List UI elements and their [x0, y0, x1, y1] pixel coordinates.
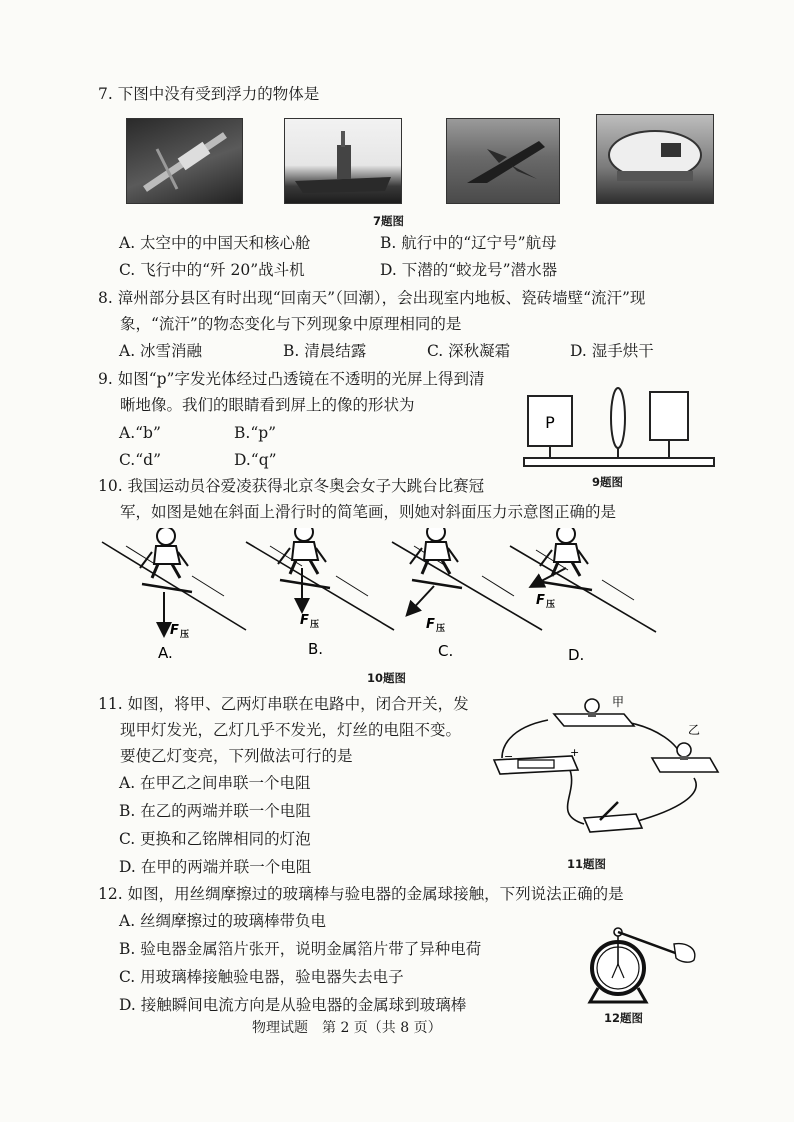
q7-caption: 7题图 [373, 214, 405, 228]
q9-stem-line1: 9. 如图“p”字发光体经过凸透镜在不透明的光屏上得到清 [98, 370, 485, 388]
force-label-c: F [426, 617, 435, 632]
q7-stem: 7. 下图中没有受到浮力的物体是 [98, 85, 320, 103]
q7-option-b[interactable]: B. 航行中的“辽宁号”航母 [380, 234, 557, 252]
force-label-d: F [536, 593, 545, 608]
choice-c-diagram [392, 528, 542, 660]
q10-caption: 10题图 [367, 671, 407, 685]
q11-option-d[interactable]: D. 在甲的两端并联一个电阻 [119, 858, 312, 876]
hand-icon [674, 944, 695, 963]
q8-option-a[interactable]: A. 冰雪消融 [119, 342, 203, 360]
skier-force-figure [96, 528, 712, 680]
battery-icon [518, 760, 554, 768]
convex-lens-icon [611, 388, 625, 448]
switch-base [584, 814, 642, 832]
force-sub-b: 压 [310, 620, 320, 630]
choice-a-label: A. [158, 644, 173, 662]
force-sub-c: 压 [436, 624, 446, 634]
q11-caption: 11题图 [567, 857, 607, 871]
lamp-jia-icon [585, 699, 599, 713]
q11-stem-line1: 11. 如图，将甲、乙两灯串联在电路中，闭合开关，发 [98, 695, 469, 713]
q8-stem-line2: 象，“流汗”的物态变化与下列现象中原理相同的是 [120, 315, 462, 333]
q9-caption: 9题图 [592, 475, 624, 489]
submersible-photo [596, 114, 714, 204]
q8-option-b[interactable]: B. 清晨结露 [283, 342, 367, 360]
battery-minus: − [504, 750, 514, 763]
q11-option-c[interactable]: C. 更换和乙铭牌相同的灯泡 [119, 830, 311, 848]
q7-option-c[interactable]: C. 飞行中的“歼 20”战斗机 [119, 261, 305, 279]
fighter-jet-icon [447, 119, 559, 203]
choice-a-diagram [102, 528, 246, 662]
page-footer: 物理试题 第 2 页（共 8 页） [252, 1020, 442, 1036]
aircraft-carrier-photo [284, 118, 402, 204]
space-station-photo [126, 118, 243, 204]
q10-stem-line2: 军，如图是她在斜面上滑行时的简笔画，则她对斜面压力示意图正确的是 [120, 503, 617, 521]
glowing-object-letter: P [545, 413, 555, 432]
light-screen-icon [650, 392, 688, 440]
submersible-icon [597, 115, 713, 203]
lamp-jia-label: 甲 [612, 695, 625, 709]
force-sub-a: 压 [180, 630, 190, 640]
q11-stem-line3: 要使乙灯变亮，下列做法可行的是 [120, 747, 353, 765]
choice-c-label: C. [438, 642, 454, 660]
q7-option-d[interactable]: D. 下潜的“蛟龙号”潜水器 [380, 261, 558, 279]
q10-stem-line1: 10. 我国运动员谷爱凌获得北京冬奥会女子大跳台比赛冠 [98, 477, 485, 495]
q8-option-d[interactable]: D. 湿手烘干 [570, 342, 654, 360]
q12-option-b[interactable]: B. 验电器金属箔片张开，说明金属箔片带了异种电荷 [119, 940, 482, 958]
choice-d-diagram [510, 528, 656, 664]
choice-b-label: B. [308, 640, 324, 658]
force-sub-d: 压 [546, 600, 556, 610]
q12-option-d[interactable]: D. 接触瞬间电流方向是从验电器的金属球到玻璃棒 [119, 996, 467, 1014]
q11-option-a[interactable]: A. 在甲乙之间串联一个电阻 [119, 774, 311, 792]
optical-bench [524, 458, 714, 466]
lamp-yi-label: 乙 [688, 723, 701, 737]
force-label-a: F [170, 623, 179, 638]
space-station-icon [127, 119, 242, 203]
q8-stem-line1: 8. 漳州部分县区有时出现“回南天”（回潮），会出现室内地板、瓷砖墙壁“流汗”现 [98, 289, 646, 307]
q9-stem-line2: 晰地像。我们的眼睛看到屏上的像的形状为 [120, 396, 415, 414]
q9-option-d[interactable]: D.“q” [234, 451, 277, 469]
q8-option-c[interactable]: C. 深秋凝霜 [427, 342, 511, 360]
battery-plus: + [570, 746, 580, 759]
q12-option-a[interactable]: A. 丝绸摩擦过的玻璃棒带负电 [119, 912, 327, 930]
lamp-yi-base [652, 758, 718, 772]
q7-option-a[interactable]: A. 太空中的中国天和核心舱 [119, 234, 311, 252]
q11-option-b[interactable]: B. 在乙的两端并联一个电阻 [119, 802, 311, 820]
series-circuit-figure [488, 694, 720, 854]
q9-option-b[interactable]: B.“p” [234, 424, 277, 442]
q9-option-c[interactable]: C.“d” [119, 451, 162, 469]
lamp-yi-icon [677, 743, 691, 757]
electroscope-figure [582, 918, 706, 1010]
q12-stem: 12. 如图，用丝绸摩擦过的玻璃棒与验电器的金属球接触，下列说法正确的是 [98, 885, 624, 903]
choice-b-diagram [246, 528, 394, 658]
fighter-jet-photo [446, 118, 560, 204]
q12-option-c[interactable]: C. 用玻璃棒接触验电器，验电器失去电子 [119, 968, 404, 986]
q9-option-a[interactable]: A.“b” [119, 424, 161, 442]
q11-stem-line2: 现甲灯发光，乙灯几乎不发光，灯丝的电阻不变。 [120, 721, 462, 739]
force-label-b: F [300, 613, 309, 628]
aircraft-carrier-icon [285, 119, 401, 203]
q12-caption: 12题图 [604, 1011, 644, 1025]
choice-d-label: D. [568, 646, 585, 664]
